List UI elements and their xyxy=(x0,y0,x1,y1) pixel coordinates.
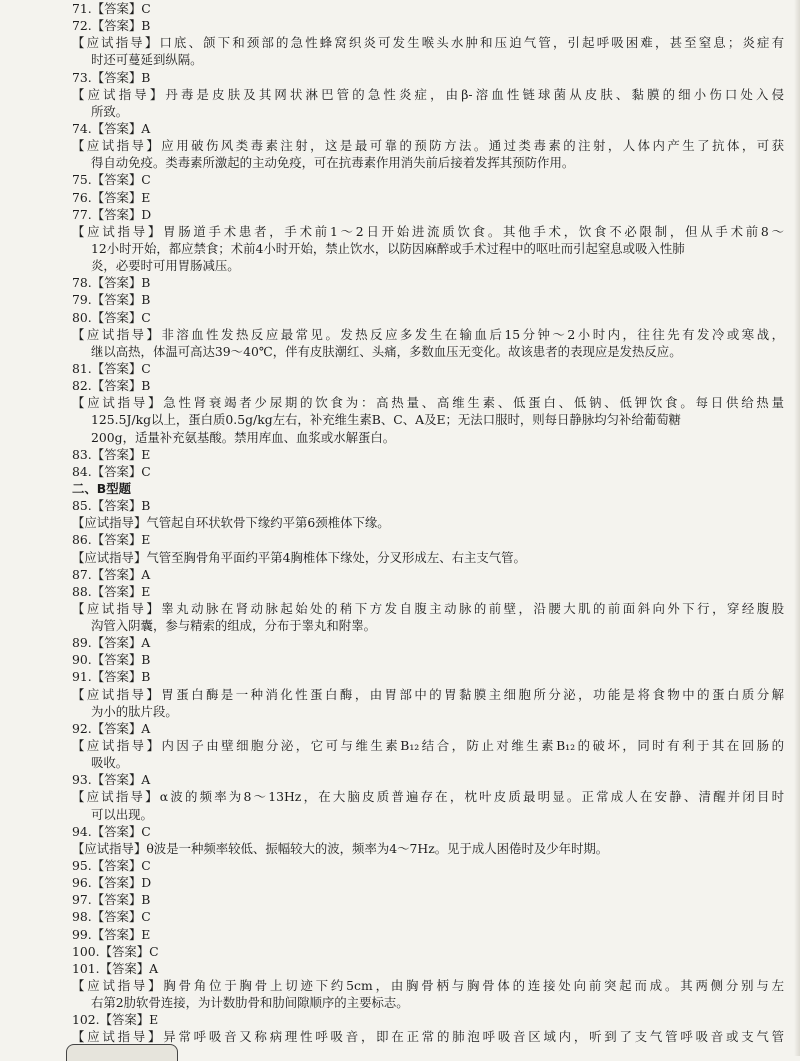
guide-continuation-line: 可以出现。 xyxy=(91,806,153,822)
answer-line: 82.【答案】B xyxy=(72,378,151,394)
guide-continuation-line: 沟管入阴囊，参与精索的组成，分布于睾丸和附睾。 xyxy=(91,618,376,634)
answer-line: 71.【答案】C xyxy=(72,1,151,16)
guide-line: 【应试指导】睾丸动脉在肾动脉起始处的稍下方发自腹主动脉的前壁，沿腰大肌的前面斜向外下行，穿经腹股 xyxy=(72,600,784,616)
guide-continuation-line: 时还可蔓延到纵隔。 xyxy=(91,52,203,68)
answer-line: 86.【答案】E xyxy=(72,532,151,548)
answer-line: 99.【答案】E xyxy=(72,926,151,942)
answer-line: 90.【答案】B xyxy=(72,652,151,668)
answer-line: 88.【答案】E xyxy=(72,583,151,599)
answer-line: 76.【答案】E xyxy=(72,189,151,205)
guide-continuation-line: 继以高热，体温可高达39～40℃，伴有皮肤潮红、头痛，多数血压无变化。故该患者的表现应是发热反应。 xyxy=(91,343,682,359)
answer-line: 84.【答案】C xyxy=(72,463,151,479)
guide-continuation-line: 炎，必要时可用胃肠减压。 xyxy=(91,258,240,274)
guide-line: 【应试指导】内因子由壁细胞分泌，它可与维生素B₁₂结合，防止对维生素B₁₂的破坏，同时有利于其在回肠的 xyxy=(72,738,784,754)
page-footer-tab xyxy=(66,1044,178,1061)
answer-line: 83.【答案】E xyxy=(72,446,151,462)
guide-line: 【应试指导】θ波是一种频率较低、振幅较大的波，频率为4～7Hz。见于成人困倦时及少年时期。 xyxy=(72,840,609,856)
answer-line: 75.【答案】C xyxy=(72,172,151,188)
guide-continuation-line: 为小的肽片段。 xyxy=(91,703,178,719)
guide-line: 【应试指导】口底、颌下和颈部的急性蜂窝织炎可发生喉头水肿和压迫气管，引起呼吸困难，甚至窒息；炎症有 xyxy=(72,35,784,51)
answer-line: 98.【答案】C xyxy=(72,909,151,925)
answer-line: 89.【答案】A xyxy=(72,635,151,651)
guide-line: 【应试指导】非溶血性发热反应最常见。发热反应多发生在输血后15分钟～2小时内，往往先有发冷或寒战， xyxy=(72,326,784,342)
answer-line: 101.【答案】A xyxy=(72,960,159,976)
answer-line: 102.【答案】E xyxy=(72,1012,159,1028)
guide-line: 【应试指导】胃蛋白酶是一种消化性蛋白酶，由胃部中的胃黏膜主细胞所分泌，功能是将食物中的蛋白质分解 xyxy=(72,686,784,702)
answer-line: 94.【答案】C xyxy=(72,823,151,839)
answer-line: 100.【答案】C xyxy=(72,943,159,959)
guide-line: 【应试指导】胃肠道手术患者，手术前1～2日开始进流质饮食。其他手术，饮食不必限制，但从手术前8～ xyxy=(72,223,784,239)
guide-continuation-line: 所致。 xyxy=(91,103,129,119)
scan-edge-shadow xyxy=(794,0,800,1056)
answer-line: 96.【答案】D xyxy=(72,875,152,891)
answer-line: 72.【答案】B xyxy=(72,18,151,34)
guide-line: 【应试指导】胸骨角位于胸骨上切迹下约5cm，由胸骨柄与胸骨体的连接处向前突起而成。其两侧分别与左 xyxy=(72,978,784,994)
guide-continuation-line: 吸收。 xyxy=(91,755,129,771)
guide-line: 【应试指导】应用破伤风类毒素注射，这是最可靠的预防方法。通过类毒素的注射，人体内产生了抗体，可获 xyxy=(72,138,784,154)
answer-line: 73.【答案】B xyxy=(72,69,151,85)
guide-line: 【应试指导】气管起自环状软骨下缘约平第6颈椎体下缘。 xyxy=(72,515,390,531)
guide-continuation-line: 右第2肋软骨连接，为计数肋骨和肋间隙顺序的主要标志。 xyxy=(91,995,409,1011)
answer-line: 85.【答案】B xyxy=(72,498,151,514)
answer-line: 87.【答案】A xyxy=(72,566,151,582)
guide-line: 【应试指导】气管至胸骨角平面约平第4胸椎体下缘处，分叉形成左、右主支气管。 xyxy=(72,549,526,565)
answer-line: 81.【答案】C xyxy=(72,360,151,376)
section-heading: 二、B型题 xyxy=(72,480,132,496)
answer-line: 92.【答案】A xyxy=(72,720,151,736)
guide-continuation-line: 200g，适量补充氨基酸。禁用库血、血浆或水解蛋白。 xyxy=(91,429,396,445)
guide-line: 【应试指导】急性肾衰竭者少尿期的饮食为：高热量、高维生素、低蛋白、低钠、低钾饮食。每日供给热量 xyxy=(72,395,784,411)
answer-line: 91.【答案】B xyxy=(72,669,151,685)
answer-line: 93.【答案】A xyxy=(72,772,151,788)
answer-line: 97.【答案】B xyxy=(72,892,151,908)
guide-line: 【应试指导】α波的频率为8～13Hz，在大脑皮质普遍存在，枕叶皮质最明显。正常成人在安静、清醒并闭目时 xyxy=(72,789,784,805)
answer-line: 74.【答案】A xyxy=(72,120,151,136)
guide-line: 【应试指导】丹毒是皮肤及其网状淋巴管的急性炎症，由β-溶血性链球菌从皮肤、黏膜的细小伤口处入侵 xyxy=(72,86,784,102)
answer-key-text xyxy=(72,0,784,1046)
answer-line: 79.【答案】B xyxy=(72,292,151,308)
answer-line: 80.【答案】C xyxy=(72,309,151,325)
guide-continuation-line: 12小时开始，都应禁食；术前4小时开始，禁止饮水，以防因麻醉或手术过程中的呕吐而引起窒息或吸入性肺 xyxy=(91,240,685,256)
answer-line: 78.【答案】B xyxy=(72,275,151,291)
guide-continuation-line: 得自动免疫。类毒素所激起的主动免疫，可在抗毒素作用消失前后接着发挥其预防作用。 xyxy=(91,155,575,171)
guide-continuation-line: 125.5J/kg以上，蛋白质0.5g/kg左右，补充维生素B、C、A及E；无法口服时，则每日静脉均匀补给葡萄糖 xyxy=(91,412,681,428)
guide-line: 【应试指导】异常呼吸音又称病理性呼吸音，即在正常的肺泡呼吸音区域内，听到了支气管呼吸音或支气管 xyxy=(72,1029,784,1045)
answer-line: 95.【答案】C xyxy=(72,858,151,874)
answer-line: 77.【答案】D xyxy=(72,206,152,222)
